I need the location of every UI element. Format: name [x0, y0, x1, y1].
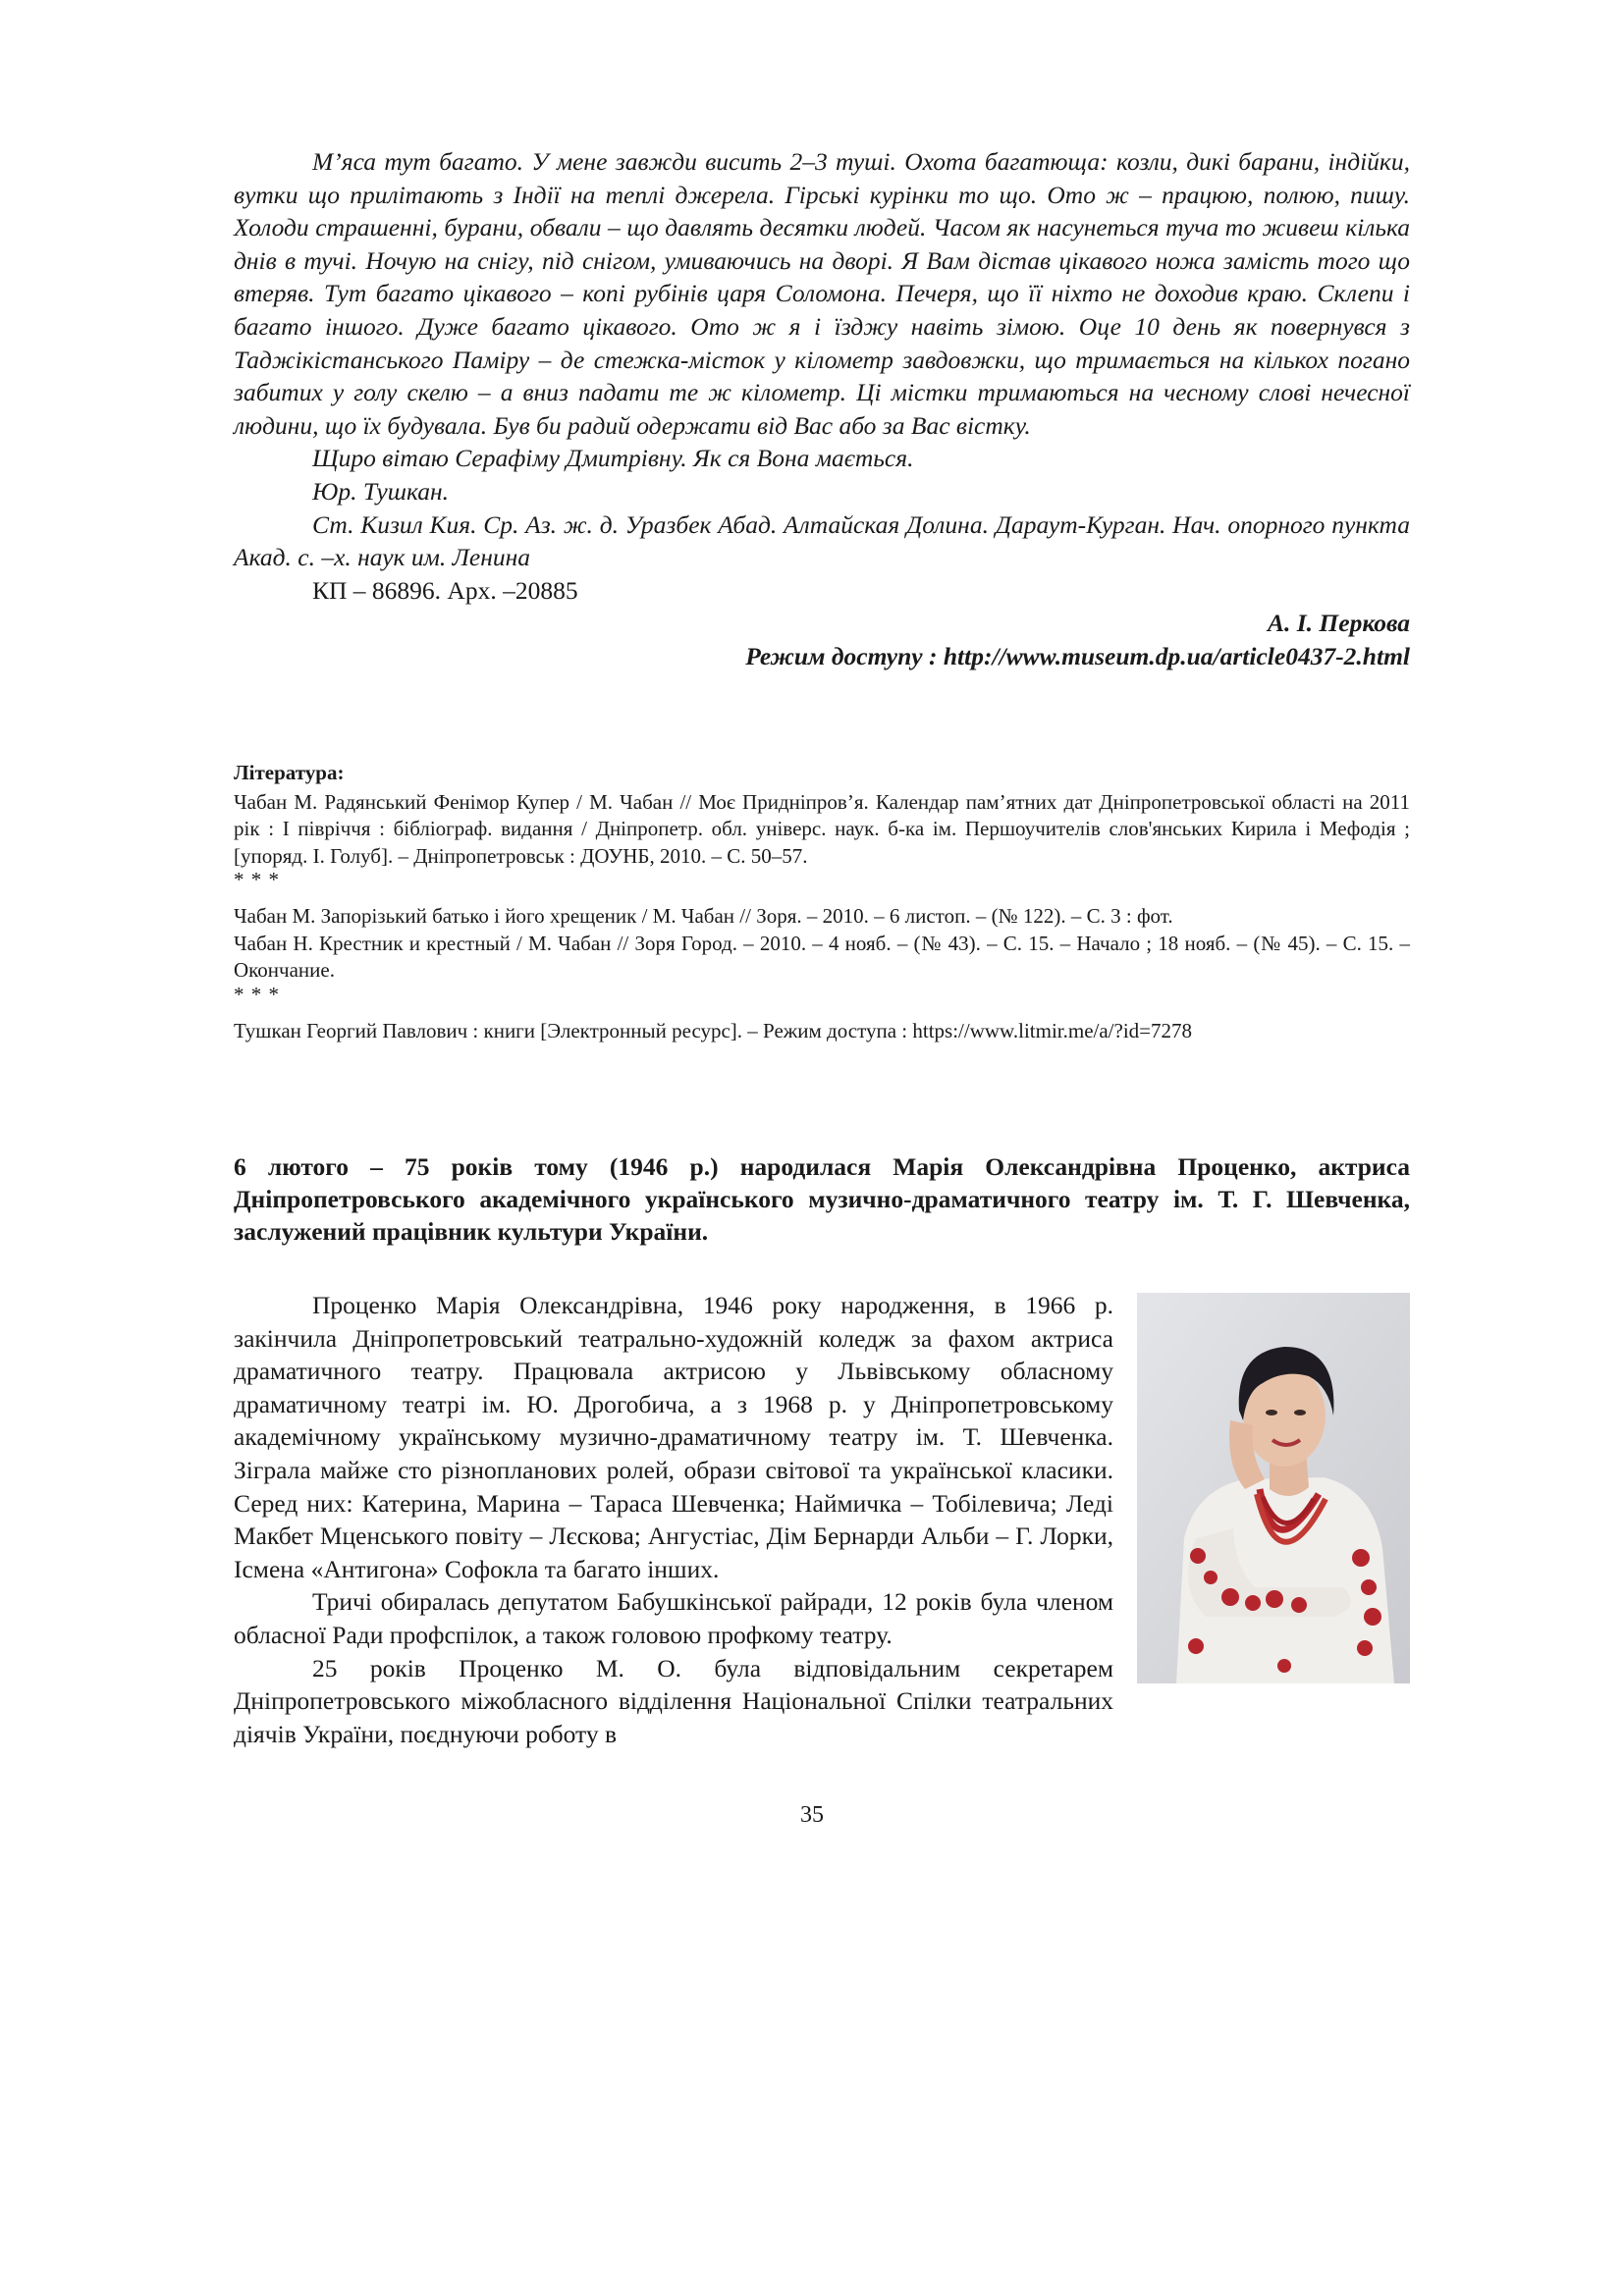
literature-heading: Література:	[234, 760, 345, 784]
literature-item: Чабан М. Радянський Фенімор Купер / М. Чабан // Моє Придніпров’я. Календар пам’ятних дат Дніпропетровської області на 2011 рік : І півріччя : бібліограф. видання / Дніпропетр. обл. універс. наук. б-ка ім. Першоучителів слов'янських Кирила і Мефодія ; [упоряд. І. Голуб]. – Дніпропетровськ : ДОУНБ, 2010. – С. 50–57.	[234, 789, 1410, 868]
portrait-illustration	[1137, 1293, 1410, 1683]
access-link[interactable]: Режим доступу : http://www.museum.dp.ua/article0437-2.html	[745, 641, 1410, 670]
archive-reference: КП – 86896. Арх. –20885	[312, 575, 578, 605]
page-content	[234, 145, 1410, 1750]
literature-item: Чабан М. Запорізький батько і його хрещеник / М. Чабан // Зоря. – 2010. – 6 листоп. – (№ 122). – С. 3 : фот.	[234, 904, 1173, 928]
page-number: 35	[800, 1802, 824, 1828]
literature-section	[234, 760, 1410, 1045]
section-heading: 6 лютого – 75 років тому (1946 р.) народилася Марія Олександрівна Проценко, актриса Дніпропетровського академічного українського музично-драматичного театру ім. Т. Г. Шевченка, заслужений працівник культури України.	[234, 1152, 1410, 1246]
separator-stars: * * *	[234, 982, 280, 1006]
biography-paragraph-1: Проценко Марія Олександрівна, 1946 року народження, в 1966 р. закінчила Дніпропетровський театрально-художній коледж за фахом актриса драматичного театру. Працювала актрисою у Львівському обласному драматичному театрі ім. Ю. Дрогобича, а з 1968 р. у Дніпропетровському академічному українському музично-драматичному театру ім. Т. Шевченка. Зіграла майже сто різнопланових ролей, образи світової та української класики. Серед них: Катерина, Марина – Тараса Шевченка; Наймичка – Тобілевича; Леді Макбет Мценського повіту – Лєскова; Ангустіас, Дім Бернарди Альби – Г. Лорки, Ісмена «Антигона» Софокла та багато інших.	[234, 1291, 1113, 1583]
portrait-photo	[1137, 1293, 1410, 1683]
biography	[234, 1289, 1410, 1750]
literature-item-link[interactable]: Тушкан Георгий Павлович : книги [Электронный ресурс]. – Режим доступа : https://www.litmir.me/a/?id=7278	[234, 1018, 1193, 1042]
letter-greeting: Щиро вітаю Серафіму Дмитрівну. Як ся Вона мається.	[312, 444, 914, 473]
article-author: А. І. Перкова	[1267, 609, 1410, 638]
biography-paragraph-2: Тричі обиралась депутатом Бабушкінської райради, 12 років була членом обласної Ради профспілок, а також головою профкому театру.	[234, 1587, 1113, 1649]
letter-signature: Юр. Тушкан.	[312, 476, 450, 506]
literature-item: Чабан Н. Крестник и крестный / М. Чабан // Зоря Город. – 2010. – 4 нояб. – (№ 43). – С. 15. – Начало ; 18 нояб. – (№ 45). – С. 15. – Окончание.	[234, 931, 1410, 982]
separator-stars: * * *	[234, 868, 280, 891]
letter-paragraph-1: М’яса тут багато. У мене завжди висить 2–3 туші. Охота багатюща: козли, дикі барани, індійки, вутки що прилітають з Індії на теплі джерела. Гірські курінки то що. Ото ж – працюю, полюю, пишу. Холоди страшенні, бурани, обвали – що давлять десятки людей. Часом як насунеться туча то живеш кілька днів в тучі. Ночую на снігу, під снігом, умиваючись на дворі. Я Вам дістав цікавого ножа замість того що втеряв. Тут багато цікавого – копі рубінів царя Соломона. Печеря, що її ніхто не доходив краю. Склепи і багато іншого. Дуже багато цікавого. Ото ж я і їзджу навіть зімою. Оце 10 день як повернувся з Таджікістанського Паміру – де стежка-місток у кілометр завдовжки, що тримається на кількох погано забитих у голу скелю – а вниз падати те ж кілометр. Ці містки тримаються на чесному слові нечесної людини, що їх будувала. Був би радий одержати від Вас або за Вас вістку.	[234, 147, 1410, 440]
biography-paragraph-3: 25 років Проценко М. О. була відповідальним секретарем Дніпропетровського міжобласного відділення Національної Спілки театральних діячів України, поєднуючи роботу в	[234, 1653, 1113, 1748]
letter-address: Ст. Кизил Кия. Ср. Аз. ж. д. Уразбек Абад. Алтайская Долина. Дараут-Курган. Нач. опорного пункта Акад. с. –х. наук им. Ленина	[234, 509, 1410, 572]
